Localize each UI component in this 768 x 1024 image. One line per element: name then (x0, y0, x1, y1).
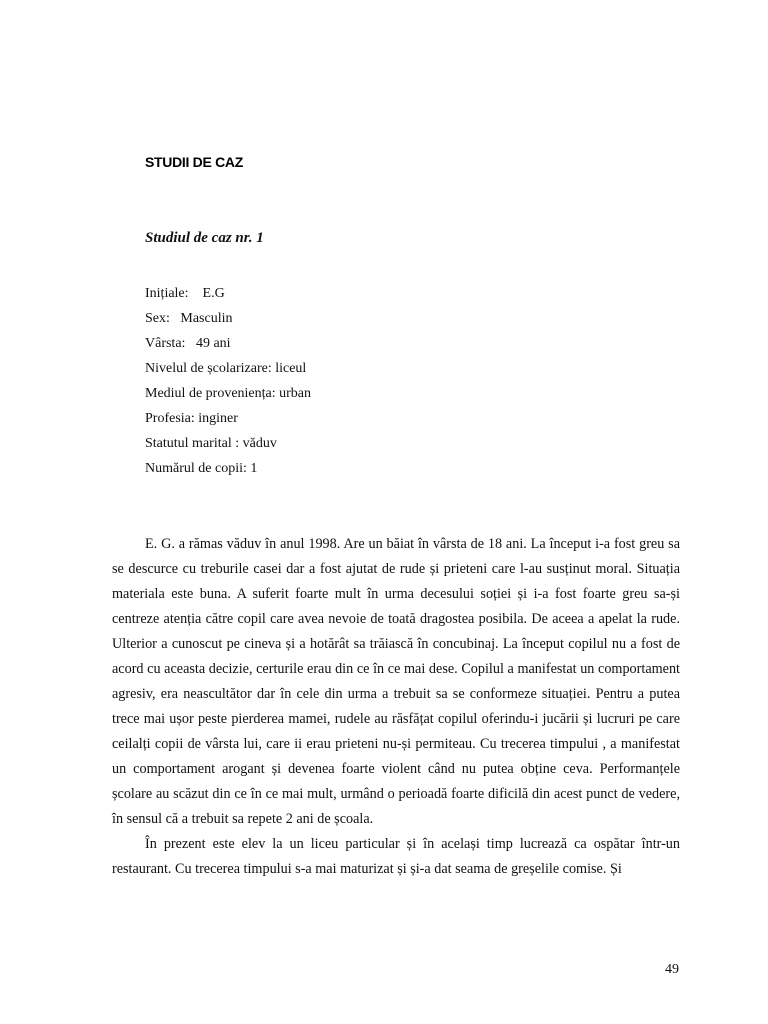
info-item-marital-status (145, 431, 311, 456)
info-value: urban (279, 386, 312, 401)
section-title: STUDII DE CAZ (145, 154, 243, 170)
info-value: liceul (275, 361, 307, 376)
info-label: Statutul marital : (145, 436, 240, 451)
narrative-paragraph: În prezent este elev la un liceu particular și în același timp lucrează ca ospătar într-un restaurant. Cu trecerea timpului s-a mai maturizat și și-a dat seama de greșelile comise. Și (112, 836, 680, 877)
info-label: Mediul de proveniența: (145, 386, 276, 401)
info-label: Inițiale: (145, 286, 189, 301)
info-item-children (145, 456, 311, 481)
info-item-environment (145, 381, 311, 406)
info-value: E.G (202, 286, 225, 301)
info-value: 1 (250, 461, 258, 476)
case-narrative (112, 532, 680, 882)
info-item-sex (145, 306, 311, 331)
info-item-age (145, 331, 311, 356)
narrative-paragraph: E. G. a rămas văduv în anul 1998. Are un băiat în vârsta de 18 ani. La început i-a fost greu sa se descurce cu treburile casei dar a fost ajutat de rude și prieteni care l-au susținut moral. Situația materiala este buna. A suferit foarte mult în urma decesului soției și i-a fost foarte greu sa-și centreze atenția către copil care avea nevoie de toată dragostea posibila. De aceea a apelat la rude. Ulterior a cunoscut pe cineva și a hotărât sa trăiască în concubinaj. La început copilul nu a fost de acord cu aceasta decizie, certurile erau din ce în ce mai dese. Copilul a manifestat un comportament agresiv, era neascultător dar în cele din urma a trebuit sa se conformeze situației. Pentru a putea trece mai ușor peste pierderea mamei, rudele au răsfățat copilul oferindu-i jucării și lucruri pe care ceilalți copii de vârsta lui, care ii erau prieteni nu-și permiteau. Cu trecerea timpului , a manifestat un comportament arogant și devenea foarte violent când nu putea obține ceva. Performanțele școlare au scăzut din ce în ce mai mult, urmând o perioadă foarte dificilă din acest punct de vedere, în sensul că a trebuit sa repete 2 ani de școala. (112, 536, 680, 827)
page-number: 49 (665, 962, 679, 977)
info-value: văduv (242, 436, 277, 451)
info-item-education (145, 356, 311, 381)
info-item-initials (145, 281, 311, 306)
info-label: Vârsta: (145, 336, 186, 351)
info-label: Sex: (145, 311, 170, 326)
info-value: Masculin (180, 311, 233, 326)
info-label: Numărul de copii: (145, 461, 247, 476)
info-value: 49 ani (195, 336, 231, 351)
case-title: Studiul de caz nr. 1 (145, 230, 264, 246)
case-info-list (145, 281, 311, 481)
info-value: inginer (198, 411, 238, 426)
info-label: Nivelul de școlarizare: (145, 361, 272, 376)
info-item-profession (145, 406, 311, 431)
info-label: Profesia: (145, 411, 195, 426)
